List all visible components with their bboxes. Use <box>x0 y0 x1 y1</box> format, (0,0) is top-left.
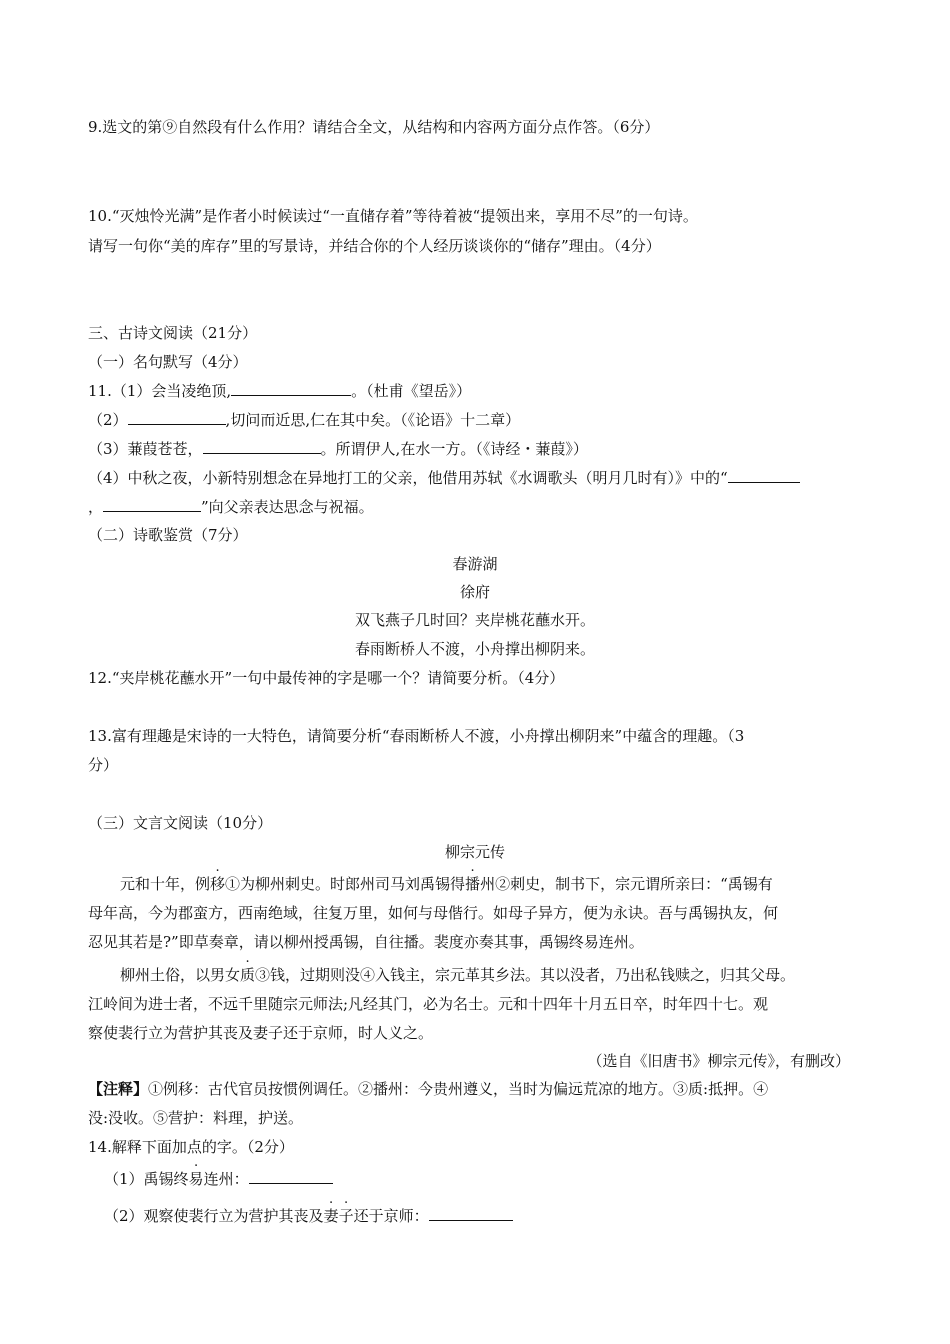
q14-2-suffix: 还于京师： <box>353 1207 429 1225</box>
question-9: 9.选文的第⑨自然段有什么作用？请结合全文，从结构和内容两方面分点作答。（6分） <box>88 118 660 136</box>
passage-p2-line-1 <box>120 965 795 985</box>
poem-title: 春游湖 <box>452 555 498 573</box>
q14-1-suffix: 连州： <box>203 1170 249 1188</box>
answer-blank[interactable] <box>728 468 800 483</box>
passage-text: ③钱，过期则没④入钱主，宗元革其乡法。其以没者，乃出私钱赎之，归其父母。 <box>255 966 796 984</box>
dotted-char: 妻 <box>323 1207 339 1225</box>
notes-heading: 【注释】 <box>88 1080 149 1098</box>
q11-2-suffix: ,切问而近思,仁在其中矣。（《论语》十二章） <box>225 411 521 429</box>
dotted-char: 易 <box>188 1170 204 1188</box>
passage-text: ①为柳州刺史。时郎州司马刘禹锡得 <box>225 875 466 893</box>
question-13-line-1: 13.富有理趣是宋诗的一大特色，请简要分析“春雨断桥人不渡，小舟撑出柳阴来”中蕴含的理趣。（3 <box>88 727 745 745</box>
passage-text: 元和十年，例 <box>120 875 211 893</box>
dotted-char: 播 <box>465 875 481 893</box>
question-14-2 <box>104 1206 513 1226</box>
answer-blank[interactable] <box>103 497 201 512</box>
passage-p2-line-2: 江岭间为进士者，不远千里随宗元师法;凡经其门，必为名士。元和十四年十月五日卒，时年四十七。观 <box>88 995 769 1013</box>
q14-2-rest <box>324 1207 354 1225</box>
answer-blank[interactable] <box>231 381 351 396</box>
part-2-title: （二）诗歌鉴赏（7分） <box>88 526 248 544</box>
question-11-2 <box>88 410 520 430</box>
question-14: 14.解释下面加点的字。（2分） <box>88 1138 294 1156</box>
question-11-4-line-2 <box>88 497 374 517</box>
q11-4-suffix: ”向父亲表达思念与祝福。 <box>201 498 374 516</box>
answer-blank[interactable] <box>203 439 321 454</box>
passage-p1-line-1 <box>120 874 773 894</box>
question-12: 12.“夹岸桃花蘸水开”一句中最传神的字是哪一个？请简要分析。（4分） <box>88 669 565 687</box>
poem-line-2: 春雨断桥人不渡，小舟撑出柳阴来。 <box>354 640 595 658</box>
poem-author: 徐府 <box>459 583 490 601</box>
passage-p1-line-3: 忍见其若是?”即草奏章，请以柳州授禹锡，自往播。裴度亦奏其事，禹锡终易连州。 <box>88 933 644 951</box>
question-11-3 <box>88 439 588 459</box>
q11-4-comma: ， <box>88 498 104 516</box>
answer-blank[interactable] <box>249 1169 333 1184</box>
dotted-char: 子 <box>338 1207 354 1225</box>
poem-line-1: 双飞燕子几时回？夹岸桃花蘸水开。 <box>354 611 595 629</box>
answer-blank[interactable] <box>128 410 226 425</box>
q11-1-prefix: 11.（1）会当凌绝顶, <box>88 382 232 400</box>
question-13-line-2: 分） <box>88 756 119 774</box>
notes-text: ①例移：古代官员按惯例调任。②播州：今贵州遵义，当时为偏远荒凉的地方。③质:抵押。④ <box>148 1080 769 1098</box>
q11-1-suffix: 。（杜甫《望岳》） <box>351 382 472 400</box>
part-1-title: （一）名句默写（4分） <box>88 353 248 371</box>
question-10-line-2: 请写一句你“美的库存”里的写景诗，并结合你的个人经历谈谈你的“储存”理由。（4分） <box>88 237 661 255</box>
passage-text: 州②刺史，制书下，宗元谓所亲曰：“禹锡有 <box>480 875 773 893</box>
section-3-title: 三、古诗文阅读（21分） <box>88 324 258 342</box>
notes-line-1 <box>88 1079 768 1099</box>
question-10-line-1: 10.“灭烛怜光满”是作者小时候读过“一直储存着”等待着被“提领出来，享用不尽”的一句诗。 <box>88 207 698 225</box>
part-3-title: （三）文言文阅读（10分） <box>88 814 273 832</box>
q14-1-prefix: （1）禹锡终 <box>104 1170 189 1188</box>
question-11-4-line-1 <box>88 468 800 488</box>
notes-line-2: 没:没收。⑤营护：料理，护送。 <box>88 1109 304 1127</box>
dotted-char: 质 <box>240 966 256 984</box>
q14-2-prefix: （2）观察使裴行立为营护其丧及 <box>104 1207 324 1225</box>
passage-p2-line-3: 察使裴行立为营护其丧及妻子还于京师，时人义之。 <box>88 1024 434 1042</box>
q11-3-prefix: （3）蒹葭苍苍， <box>88 440 203 458</box>
passage-source: （选自《旧唐书》柳宗元传》，有删改） <box>587 1052 850 1070</box>
q11-2-prefix: （2） <box>88 411 128 429</box>
passage-text: 柳州土俗，以男女 <box>120 966 241 984</box>
q11-3-suffix: 。所谓伊人,在水一方。（《诗经・蒹葭》） <box>320 440 588 458</box>
question-14-1 <box>104 1169 333 1189</box>
dotted-char: 移 <box>210 875 226 893</box>
q11-4-prefix: （4）中秋之夜，小新特别想念在异地打工的父亲，他借用苏轼《水调歌头（明月几时有）》中的“ <box>88 469 728 487</box>
question-11-1 <box>88 381 471 401</box>
passage-p1-line-2: 母年高，今为郡蛮方，西南绝域，往复万里，如何与母偕行。如母子异方，便为永诀。吾与禹锡执友，何 <box>88 904 779 922</box>
answer-blank[interactable] <box>429 1206 513 1221</box>
passage-title: 柳宗元传 <box>444 843 505 861</box>
